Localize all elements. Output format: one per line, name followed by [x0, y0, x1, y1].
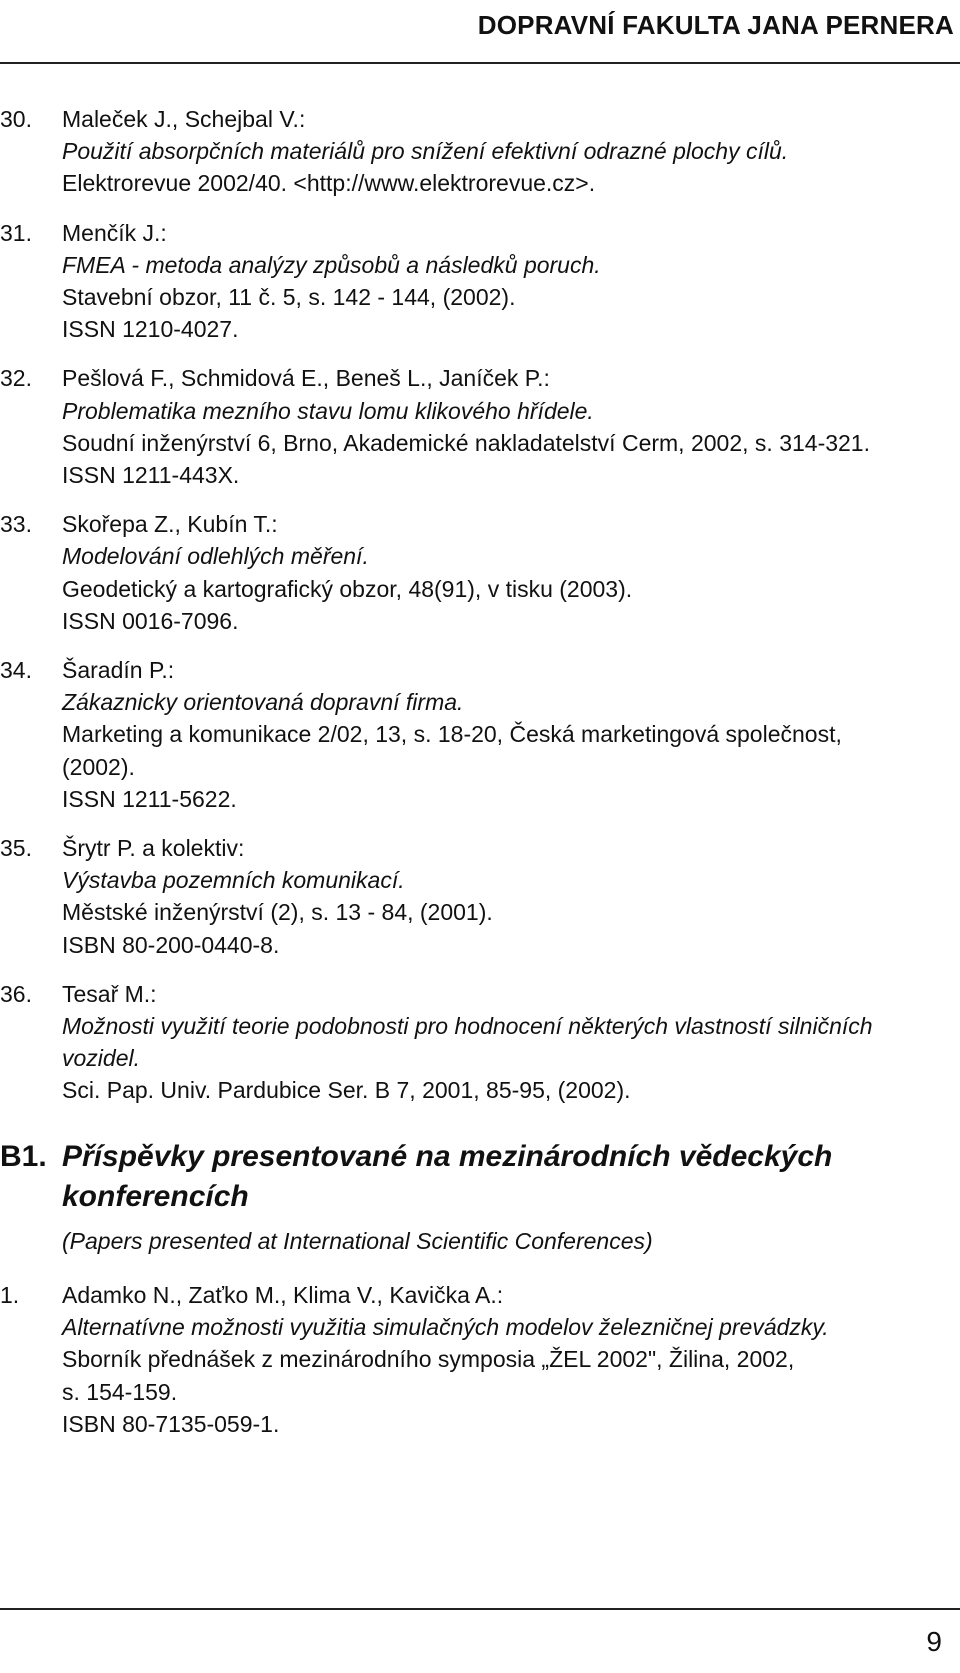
reference-authors: Skořepa Z., Kubín T.:	[62, 511, 278, 538]
reference-authors: Šaradín P.:	[62, 657, 175, 684]
reference-item	[0, 362, 940, 491]
reference-list	[0, 103, 940, 1107]
reference-title: Použití absorpčních materiálů pro snížení efektivní odrazné plochy cílů.	[62, 138, 789, 165]
reference-detail: Stavební obzor, 11 č. 5, s. 142 - 144, (2002).	[62, 284, 516, 311]
reference-number: 36.	[0, 980, 32, 1007]
reference-authors: Adamko N., Zaťko M., Klima V., Kavička A.:	[62, 1281, 504, 1308]
reference-number: 1.	[0, 1281, 20, 1308]
section-reference-list	[0, 1279, 940, 1440]
reference-detail: Soudní inženýrství 6, Brno, Akademické nakladatelství Cerm, 2002, s. 314-321.	[62, 429, 870, 456]
reference-item	[0, 103, 940, 200]
section-subtitle: (Papers presented at International Scientific Conferences)	[62, 1227, 653, 1254]
reference-detail: Městské inženýrství (2), s. 13 - 84, (2001).	[62, 899, 493, 926]
reference-number: 31.	[0, 219, 32, 246]
reference-detail: Sci. Pap. Univ. Pardubice Ser. B 7, 2001, 85-95, (2002).	[62, 1077, 631, 1104]
reference-authors: Šrytr P. a kolektiv:	[62, 835, 245, 862]
reference-detail: Marketing a komunikace 2/02, 13, s. 18-20, Česká marketingová společnost,	[62, 721, 842, 748]
header-divider	[0, 62, 960, 64]
reference-number: 30.	[0, 106, 32, 132]
page-number: 9	[926, 1626, 942, 1657]
reference-detail: Geodetický a kartografický obzor, 48(91), v tisku (2003).	[62, 575, 633, 602]
reference-title: Zákaznicky orientovaná dopravní firma.	[62, 689, 464, 716]
reference-title: Modelování odlehlých měření.	[62, 543, 369, 570]
reference-item	[0, 832, 940, 961]
page-header-title: DOPRAVNÍ FAKULTA JANA PERNERA	[477, 10, 954, 40]
reference-detail: ISSN 1211-5622.	[62, 785, 237, 812]
reference-number: 33.	[0, 511, 32, 538]
reference-item	[0, 654, 940, 815]
reference-detail: ISSN 0016-7096.	[62, 607, 239, 634]
reference-authors: Tesař M.:	[62, 980, 157, 1007]
reference-number: 32.	[0, 365, 32, 392]
section-title: Příspěvky presentované na mezinárodních vědeckých konferencích	[62, 1139, 833, 1213]
reference-authors: Menčík J.:	[62, 219, 167, 246]
reference-detail: (2002).	[62, 753, 135, 780]
reference-detail: Elektrorevue 2002/40. <http://www.elektrorevue.cz>.	[62, 170, 596, 197]
reference-item	[0, 508, 940, 637]
reference-number: 35.	[0, 835, 32, 862]
reference-title: Možnosti využití teorie podobnosti pro hodnocení některých vlastností silničních vozidel.	[62, 1013, 873, 1072]
reference-authors: Pešlová F., Schmidová E., Beneš L., Janíček P.:	[62, 365, 550, 392]
footer-divider	[0, 1608, 960, 1610]
page-content	[0, 103, 940, 1457]
reference-detail: ISSN 1210-4027.	[62, 316, 239, 343]
reference-item	[0, 978, 940, 1107]
reference-title: Alternatívne možnosti využitia simulačných modelov železničnej prevádzky.	[62, 1314, 829, 1341]
reference-title: FMEA - metoda analýzy způsobů a následků poruch.	[62, 251, 601, 278]
reference-detail: Sborník přednášek z mezinárodního symposia „ŽEL 2002", Žilina, 2002,	[62, 1346, 795, 1373]
reference-detail: ISBN 80-200-0440-8.	[62, 931, 280, 958]
reference-detail: ISBN 80-7135-059-1.	[62, 1410, 280, 1437]
reference-title: Výstavba pozemních komunikací.	[62, 867, 405, 894]
reference-number: 34.	[0, 657, 32, 684]
reference-item	[0, 217, 940, 346]
reference-item	[0, 1279, 940, 1440]
section-b1	[0, 1137, 940, 1257]
section-number: B1.	[0, 1139, 47, 1173]
reference-detail: s. 154-159.	[62, 1378, 178, 1405]
reference-detail: ISSN 1211-443X.	[62, 462, 240, 489]
reference-title: Problematika mezního stavu lomu klikového hřídele.	[62, 397, 594, 424]
reference-authors: Maleček J., Schejbal V.:	[62, 106, 306, 132]
